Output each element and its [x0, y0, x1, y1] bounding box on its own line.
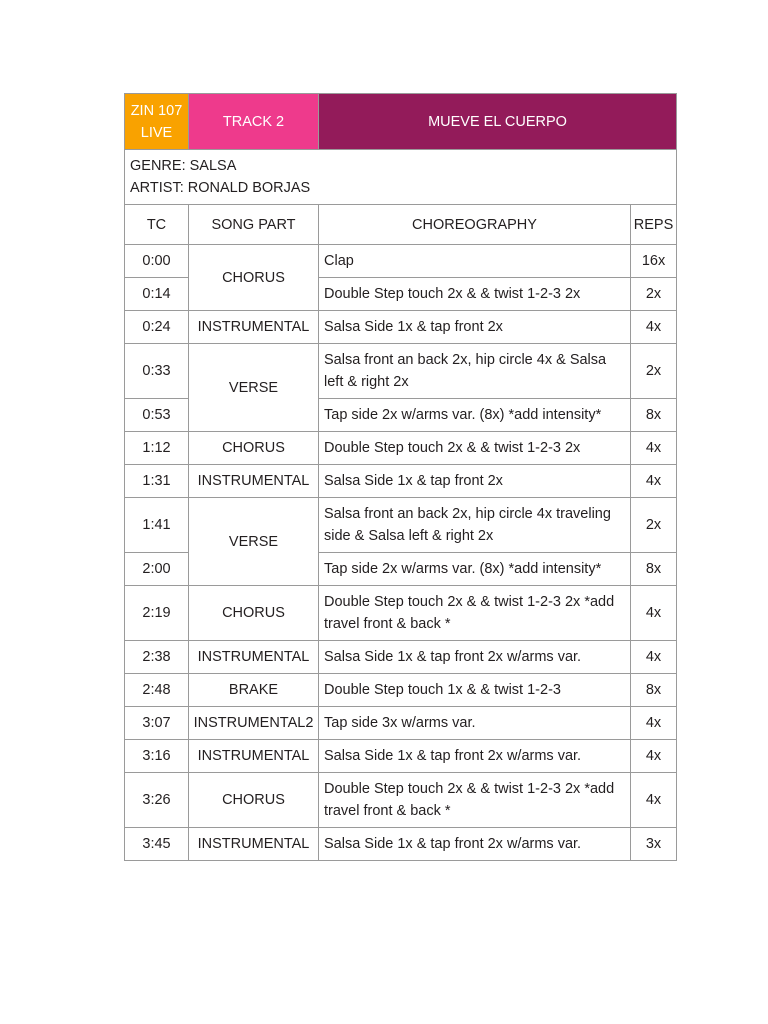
song-part-cell: CHORUS — [189, 773, 319, 828]
song-part-cell: CHORUS — [189, 245, 319, 311]
column-header-row — [125, 205, 677, 245]
reps-cell: 3x — [631, 828, 677, 861]
table-row — [125, 498, 677, 553]
choreography-cell: Double Step touch 2x & & twist 1-2-3 2x *add travel front & back * — [319, 773, 631, 828]
table-row — [125, 674, 677, 707]
reps-cell: 8x — [631, 399, 677, 432]
timecode-cell: 0:14 — [125, 278, 189, 311]
choreography-cell: Salsa Side 1x & tap front 2x w/arms var. — [319, 740, 631, 773]
reps-cell: 2x — [631, 498, 677, 553]
table-row — [125, 773, 677, 828]
choreography-cell: Salsa Side 1x & tap front 2x — [319, 465, 631, 498]
zin-label: ZIN 107 — [130, 102, 183, 119]
reps-cell: 4x — [631, 641, 677, 674]
song-part-cell: CHORUS — [189, 432, 319, 465]
column-header-choreography: CHOREOGRAPHY — [319, 205, 631, 245]
choreography-cell: Double Step touch 1x & & twist 1-2-3 — [319, 674, 631, 707]
reps-cell: 4x — [631, 773, 677, 828]
reps-cell: 8x — [631, 674, 677, 707]
song-part-cell: INSTRUMENTAL — [189, 740, 319, 773]
choreography-cell: Double Step touch 2x & & twist 1-2-3 2x *add travel front & back * — [319, 586, 631, 641]
choreography-cell: Tap side 2x w/arms var. (8x) *add intensity* — [319, 553, 631, 586]
timecode-cell: 0:00 — [125, 245, 189, 278]
song-part-cell: INSTRUMENTAL — [189, 828, 319, 861]
timecode-cell: 0:33 — [125, 344, 189, 399]
timecode-cell: 3:16 — [125, 740, 189, 773]
song-part-cell: CHORUS — [189, 586, 319, 641]
timecode-cell: 2:38 — [125, 641, 189, 674]
song-title: MUEVE EL CUERPO — [319, 94, 677, 150]
timecode-cell: 3:26 — [125, 773, 189, 828]
table-row — [125, 740, 677, 773]
table-row — [125, 707, 677, 740]
timecode-cell: 2:19 — [125, 586, 189, 641]
choreography-sheet — [124, 93, 677, 861]
choreography-cell: Salsa front an back 2x, hip circle 4x traveling side & Salsa left & right 2x — [319, 498, 631, 553]
table-row — [125, 311, 677, 344]
choreography-cell: Tap side 3x w/arms var. — [319, 707, 631, 740]
genre-text: GENRE: SALSA — [130, 158, 237, 174]
table-row — [125, 432, 677, 465]
timecode-cell: 2:00 — [125, 553, 189, 586]
reps-cell: 16x — [631, 245, 677, 278]
reps-cell: 4x — [631, 432, 677, 465]
table-row — [125, 245, 677, 278]
table-row — [125, 344, 677, 399]
table-row — [125, 586, 677, 641]
column-header-song-part: SONG PART — [189, 205, 319, 245]
reps-cell: 4x — [631, 465, 677, 498]
timecode-cell: 3:07 — [125, 707, 189, 740]
reps-cell: 4x — [631, 740, 677, 773]
reps-cell: 2x — [631, 278, 677, 311]
song-part-cell: INSTRUMENTAL — [189, 465, 319, 498]
timecode-cell: 1:12 — [125, 432, 189, 465]
choreography-cell: Clap — [319, 245, 631, 278]
timecode-cell: 0:24 — [125, 311, 189, 344]
song-part-cell: INSTRUMENTAL2 — [189, 707, 319, 740]
zin-sublabel: LIVE — [140, 124, 173, 141]
choreography-cell: Double Step touch 2x & & twist 1-2-3 2x — [319, 278, 631, 311]
column-header-tc: TC — [125, 205, 189, 245]
choreography-cell: Salsa Side 1x & tap front 2x w/arms var. — [319, 828, 631, 861]
timecode-cell: 0:53 — [125, 399, 189, 432]
reps-cell: 2x — [631, 344, 677, 399]
info-row — [125, 150, 677, 205]
table-row — [125, 641, 677, 674]
track-label: TRACK 2 — [189, 94, 319, 150]
reps-cell: 8x — [631, 553, 677, 586]
choreography-cell: Double Step touch 2x & & twist 1-2-3 2x — [319, 432, 631, 465]
song-part-cell: VERSE — [189, 498, 319, 586]
artist-text: ARTIST: RONALD BORJAS — [130, 180, 311, 196]
zin-badge — [125, 94, 189, 150]
reps-cell: 4x — [631, 707, 677, 740]
song-part-cell: BRAKE — [189, 674, 319, 707]
table-row — [125, 465, 677, 498]
song-info — [125, 150, 677, 205]
timecode-cell: 1:31 — [125, 465, 189, 498]
song-part-cell: INSTRUMENTAL — [189, 641, 319, 674]
song-part-cell: INSTRUMENTAL — [189, 311, 319, 344]
table-row — [125, 828, 677, 861]
choreography-cell: Tap side 2x w/arms var. (8x) *add intensity* — [319, 399, 631, 432]
timecode-cell: 1:41 — [125, 498, 189, 553]
choreography-cell: Salsa Side 1x & tap front 2x w/arms var. — [319, 641, 631, 674]
reps-cell: 4x — [631, 311, 677, 344]
column-header-reps: REPS — [631, 205, 677, 245]
timecode-cell: 2:48 — [125, 674, 189, 707]
reps-cell: 4x — [631, 586, 677, 641]
timecode-cell: 3:45 — [125, 828, 189, 861]
song-part-cell: VERSE — [189, 344, 319, 432]
header-row — [125, 94, 677, 150]
choreography-cell: Salsa front an back 2x, hip circle 4x & Salsa left & right 2x — [319, 344, 631, 399]
choreography-cell: Salsa Side 1x & tap front 2x — [319, 311, 631, 344]
